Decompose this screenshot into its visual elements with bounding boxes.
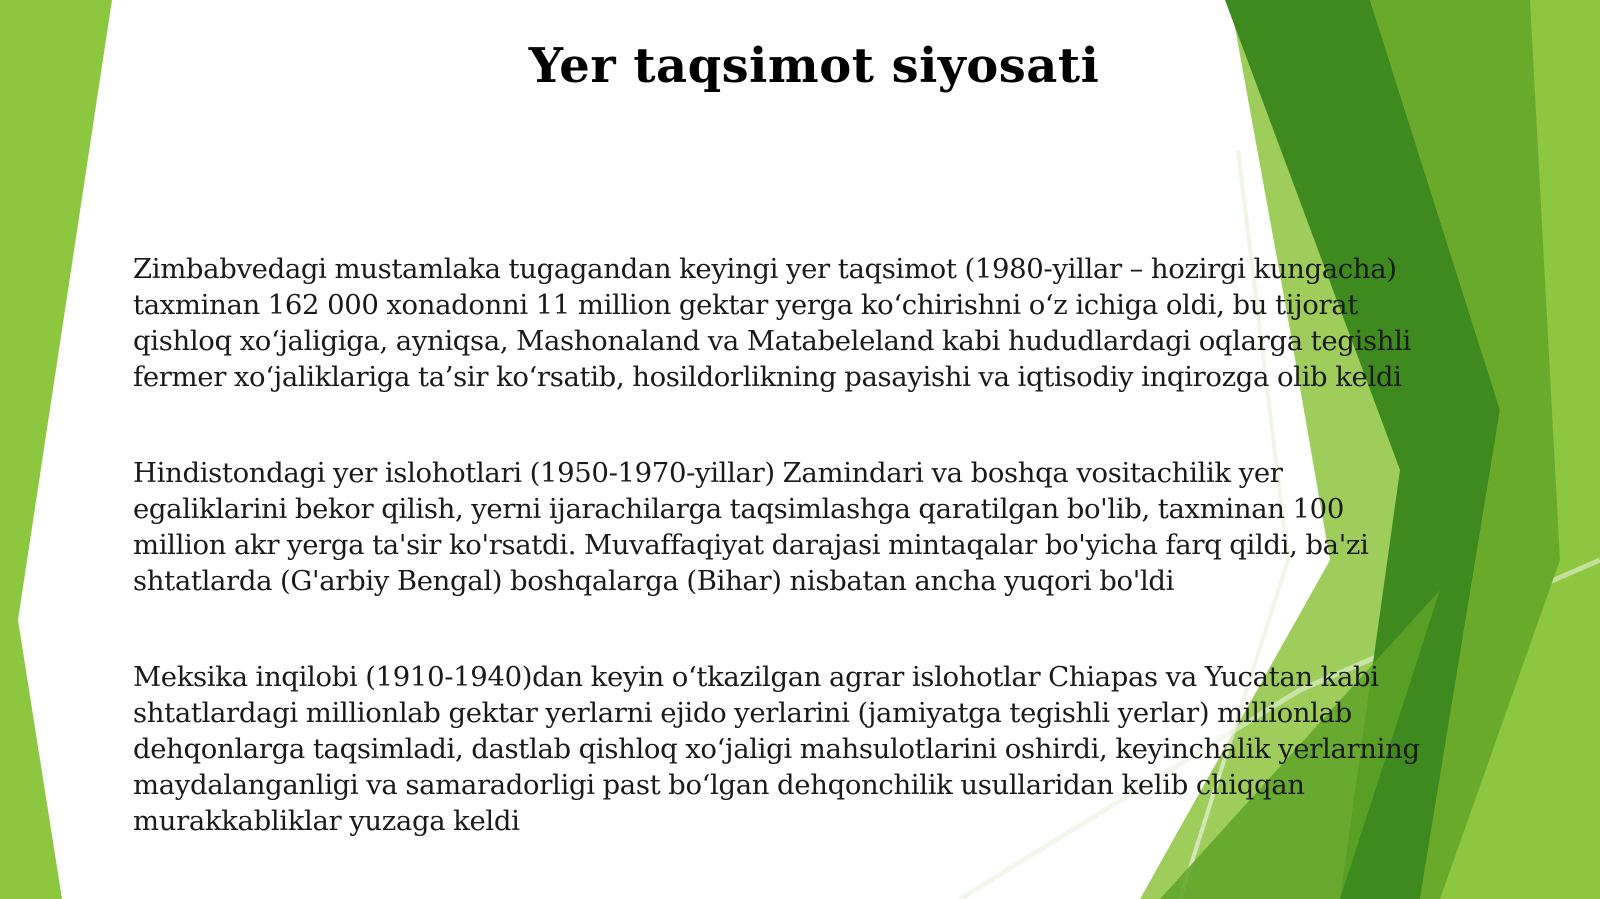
text-line: maydalanganligi va samaradorligi past bo‘lgan dehqonchilik usullaridan kelib chiqqan bbox=[133, 769, 1305, 801]
paragraph-india bbox=[133, 455, 1513, 599]
text-line: fermer xo‘jaliklariga ta’sir ko‘rsatib, hosildorlikning pasayishi va iqtisodiy inqirozga olib keldi bbox=[133, 361, 1402, 393]
text-line: dehqonlarga taqsimladi, dastlab qishloq xo‘jaligi mahsulotlarini oshirdi, keyinchalik yerlarning bbox=[133, 733, 1420, 765]
text-line: taxminan 162 000 xonadonni 11 million gektar yerga ko‘chirishni o‘z ichiga oldi, bu tijorat bbox=[133, 289, 1359, 321]
text-line: egaliklarini bekor qilish, yerni ijarachilarga taqsimlashga qaratilgan bo'lib, taxminan 100 bbox=[133, 493, 1344, 525]
text-line: Zimbabvedagi mustamlaka tugagandan keyingi yer taqsimot (1980-yillar – hozirgi kungacha) bbox=[133, 253, 1397, 285]
paragraph-zimbabwe bbox=[133, 251, 1513, 395]
paragraph-mexico bbox=[133, 659, 1513, 839]
text-line: million akr yerga ta'sir ko'rsatdi. Muvaffaqiyat darajasi mintaqalar bo'yicha farq qildi, ba'zi bbox=[133, 529, 1369, 561]
text-line: qishloq xo‘jaligiga, ayniqsa, Mashonaland va Matabeleland kabi hududlardagi oqlarga tegishli bbox=[133, 325, 1411, 357]
text-line: Hindistondagi yer islohotlari (1950-1970-yillar) Zamindari va boshqa vositachilik yer bbox=[133, 457, 1283, 489]
slide-title: Yer taqsimot siyosati bbox=[528, 38, 1100, 94]
text-line: murakkabliklar yuzaga keldi bbox=[133, 805, 520, 837]
left-green-shape bbox=[0, 0, 112, 899]
text-line: shtatlarda (G'arbiy Bengal) boshqalarga (Bihar) nisbatan ancha yuqori bo'ldi bbox=[133, 565, 1175, 597]
text-line: shtatlardagi millionlab gektar yerlarni ejido yerlarini (jamiyatga tegishli yerlar) millionlab bbox=[133, 697, 1352, 729]
text-line: Meksika inqilobi (1910-1940)dan keyin o‘tkazilgan agrar islohotlar Chiapas va Yucatan kabi bbox=[133, 661, 1379, 693]
slide-body bbox=[133, 251, 1513, 899]
